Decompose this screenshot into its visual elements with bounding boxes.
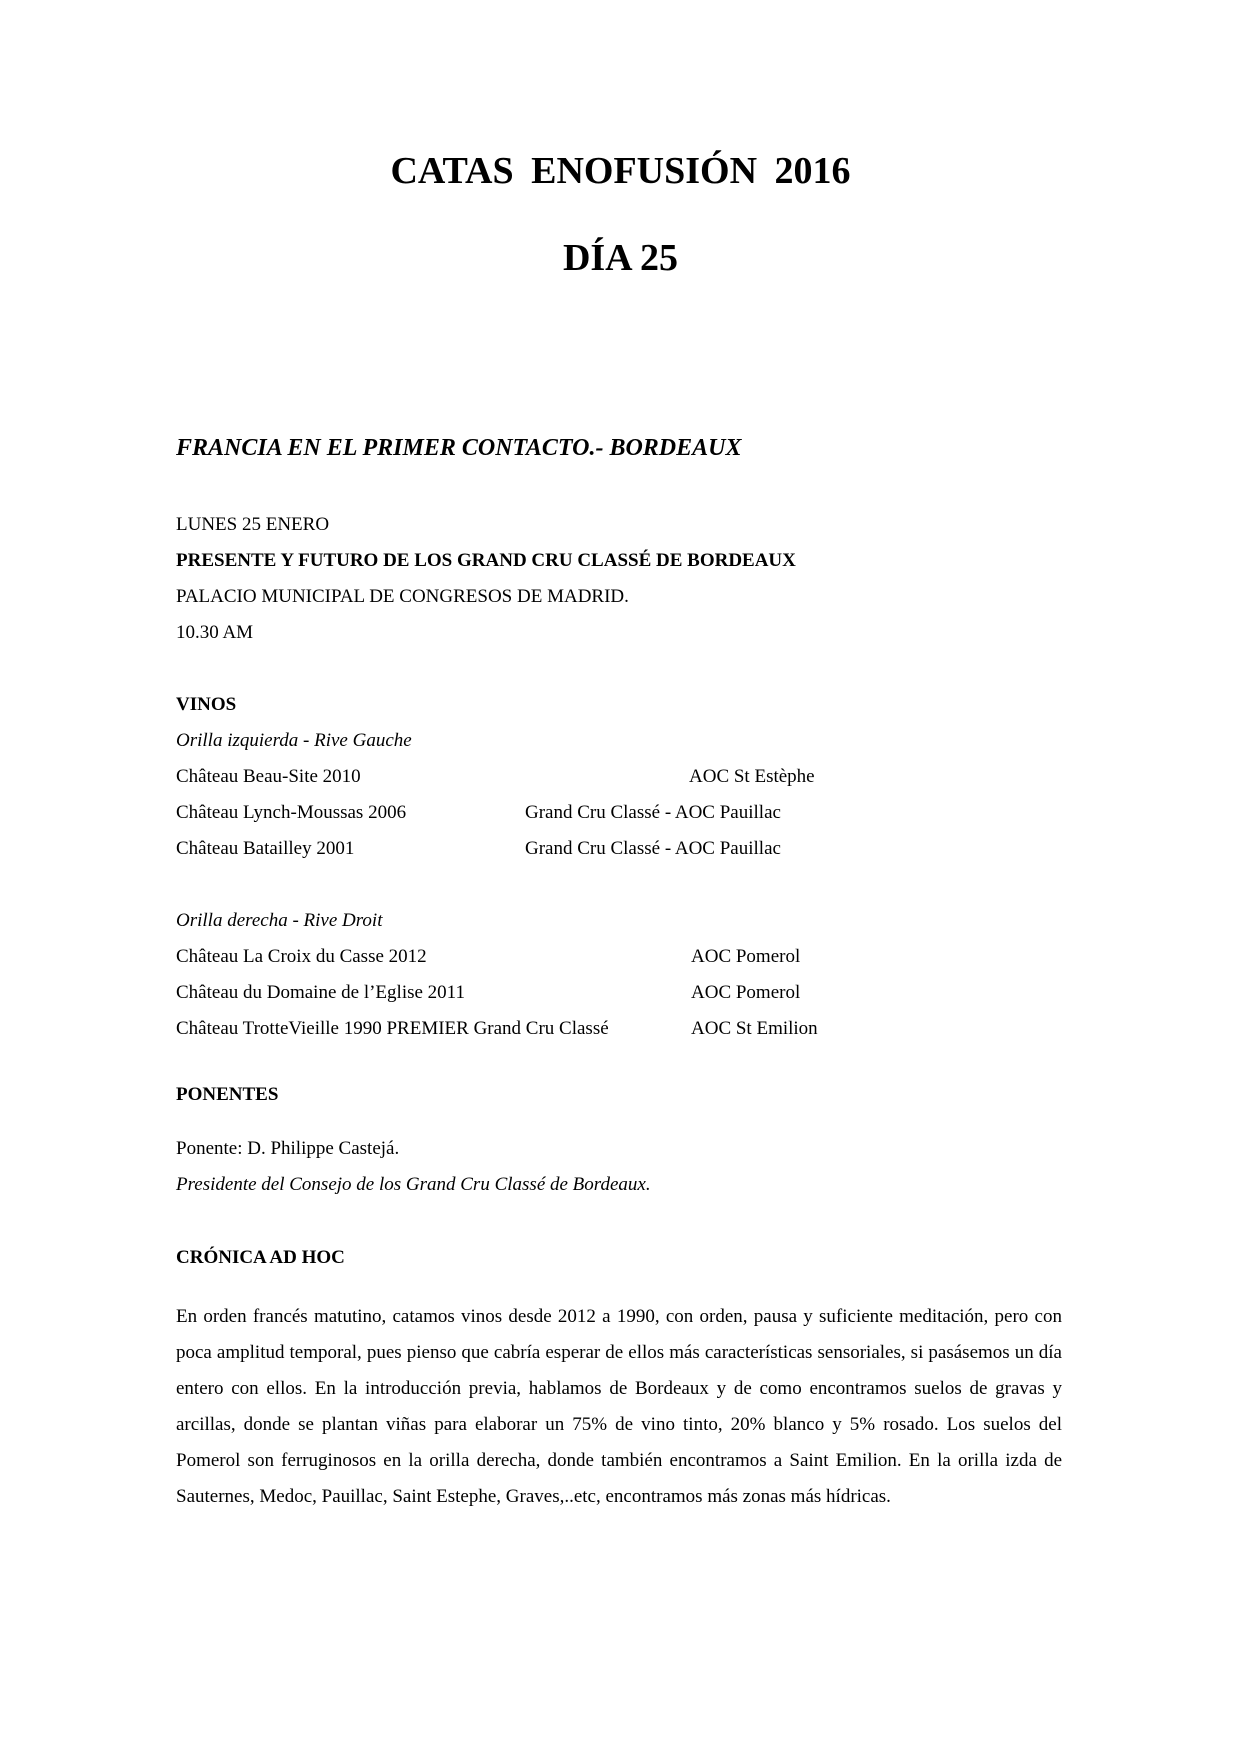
wine-appellation: AOC Pomerol (691, 946, 801, 967)
wine-name: Château du Domaine de l’Eglise 2011 (176, 982, 465, 1003)
wine-name: Château Lynch-Moussas 2006 (176, 802, 407, 823)
wine-appellation: AOC St Estèphe (689, 766, 815, 787)
left-bank-label: Orilla izquierda - Rive Gauche (176, 730, 412, 751)
right-bank-label: Orilla derecha - Rive Droit (176, 910, 383, 931)
wine-name: Château Beau-Site 2010 (176, 766, 361, 787)
document-subtitle: DÍA 25 (562, 237, 679, 279)
wines-heading: VINOS (176, 694, 237, 715)
section-title: FRANCIA EN EL PRIMER CONTACTO.- BORDEAUX (176, 435, 742, 461)
wine-name: Château Batailley 2001 (176, 838, 355, 859)
chronicle-paragraph: En orden francés matutino, catamos vinos desde 2012 a 1990, con orden, pausa y suficiente meditación, pero con poca amplitud temporal, pues pienso que cabría esperar de ellos más características sensoriales, si pasásemos un día entero con ellos. En la introducción previa, hablamos de Bordeaux y de como encontramos suelos de gravas y arcillas, donde se plantan viñas para elaborar un 75% de vino tinto, 20% blanco y 5% rosado. Los suelos del Pomerol son ferruginosos en la orilla derecha, donde también encontramos a Saint Emilion. En la orilla izda de Sauternes, Medoc, Pauillac, Saint Estephe, Graves,..etc, encontramos más zonas más hídricas. (176, 1306, 1062, 1507)
wine-appellation: AOC Pomerol (691, 982, 801, 1003)
speaker-name: Ponente: D. Philippe Castejá. (176, 1138, 400, 1159)
document-title: CATAS ENOFUSIÓN 2016 (390, 150, 851, 192)
event-name: PRESENTE Y FUTURO DE LOS GRAND CRU CLASSÉ DE BORDEAUX (176, 550, 796, 571)
speakers-heading: PONENTES (176, 1084, 279, 1105)
wine-name: Château TrotteVieille 1990 PREMIER Grand Cru Classé (176, 1018, 609, 1039)
event-date: LUNES 25 ENERO (176, 514, 330, 535)
wine-appellation: Grand Cru Classé - AOC Pauillac (525, 802, 781, 823)
event-time: 10.30 AM (176, 622, 254, 643)
wine-appellation: AOC St Emilion (691, 1018, 818, 1039)
wine-appellation: Grand Cru Classé - AOC Pauillac (525, 838, 781, 859)
chronicle-heading: CRÓNICA AD HOC (176, 1247, 345, 1268)
wine-name: Château La Croix du Casse 2012 (176, 946, 427, 967)
speaker-role: Presidente del Consejo de los Grand Cru Classé de Bordeaux. (176, 1174, 651, 1195)
event-venue: PALACIO MUNICIPAL DE CONGRESOS DE MADRID. (176, 586, 629, 607)
